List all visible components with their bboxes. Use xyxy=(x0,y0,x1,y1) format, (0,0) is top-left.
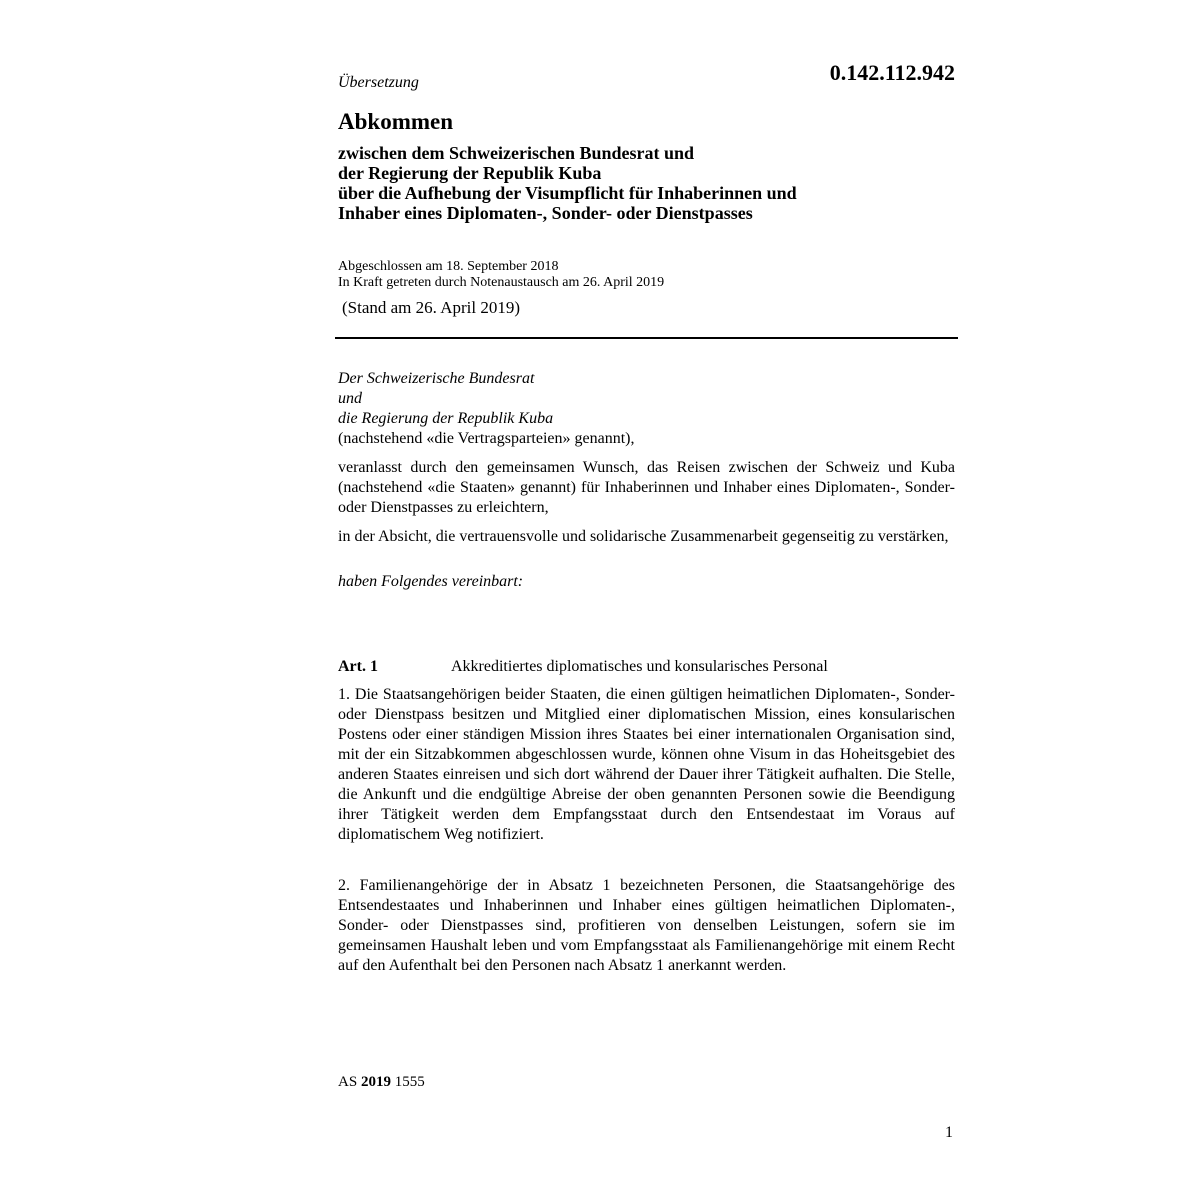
official-collection-reference xyxy=(338,1074,425,1091)
conjunction: und xyxy=(338,390,362,407)
as-page: 1555 xyxy=(394,1074,425,1090)
as-year: 2019 xyxy=(360,1074,391,1090)
document-meta xyxy=(338,259,664,291)
subtitle-line: zwischen dem Schweizerischen Bundesrat und xyxy=(338,143,695,163)
sr-number: 0.142.112.942 xyxy=(829,60,955,85)
article-paragraph-1: 1. Die Staatsangehörigen beider Staaten, die einen gültigen heimatlichen Diplomaten-, Sonder- oder Dienstpass besitzen und Mitglied einer diplomatischen Mission, eines konsularischen Postens oder einer ständigen Mission ihres Staates bei einer internationalen Organisation sind, mit der ein Sitzabkommen abgeschlossen wurde, können ohne Visum in das Hoheitsgebiet des anderen Staates einreisen und sich dort während der Dauer ihrer Tätigkeit aufhalten. Die Stelle, die Ankunft und die endgültige Abreise der oben genannten Personen sowie die Beendigung ihrer Tätigkeit werden dem Empfangsstaat durch den Entsendestaat im Voraus auf diplomatischem Weg notifiziert. xyxy=(338,686,955,843)
article-title: Akkreditiertes diplomatisches und konsularisches Personal xyxy=(451,658,828,675)
parties-note: (nachstehend «die Vertragsparteien» genannt), xyxy=(338,430,635,447)
document-subtitle xyxy=(338,143,958,223)
subtitle-line: Inhaber eines Diplomaten-, Sonder- oder Dienstpasses xyxy=(338,203,753,223)
article-heading xyxy=(338,657,955,677)
as-prefix: AS xyxy=(338,1074,358,1090)
status-date: (Stand am 26. April 2019) xyxy=(342,298,521,317)
page-number: 1 xyxy=(945,1124,953,1141)
preamble-parties xyxy=(338,369,955,449)
recital-1: veranlasst durch den gemeinsamen Wunsch, das Reisen zwischen der Schweiz und Kuba (nachstehend «die Staaten» genannt) für Inhaberinnen und Inhaber eines Diplomaten-, Sonder- oder Dienstpasses zu erleichtern, xyxy=(338,459,955,516)
subtitle-line: der Regierung der Republik Kuba xyxy=(338,163,602,183)
article-paragraph-2: 2. Familienangehörige der in Absatz 1 bezeichneten Personen, die Staatsangehörige des Entsendestaates und Inhaberinnen und Inhaber eines gültigen heimatlichen Diplomaten-, Sonder- oder Dienstpasses sind, profitieren von denselben Leistungen, sofern sie im gemeinsamen Haushalt leben und vom Empfangsstaat als Familienangehörige mit einem Recht auf den Aufenthalt bei den Personen nach Absatz 1 anerkannt werden. xyxy=(338,877,955,974)
translation-label: Übersetzung xyxy=(338,74,419,91)
agreement-formula: haben Folgendes vereinbart: xyxy=(338,573,524,590)
article-number: Art. 1 xyxy=(338,658,378,675)
subtitle-line: über die Aufhebung der Visumpflicht für Inhaberinnen und xyxy=(338,183,797,203)
header-divider xyxy=(335,337,958,339)
document-title: Abkommen xyxy=(338,109,454,134)
in-force-date: In Kraft getreten durch Notenaustausch am 26. April 2019 xyxy=(338,275,665,290)
concluded-date: Abgeschlossen am 18. September 2018 xyxy=(338,259,559,274)
party-1: Der Schweizerische Bundesrat xyxy=(338,370,535,387)
recital-2: in der Absicht, die vertrauensvolle und solidarische Zusammenarbeit gegenseitig zu verstärken, xyxy=(338,528,949,545)
party-2: die Regierung der Republik Kuba xyxy=(338,410,554,427)
